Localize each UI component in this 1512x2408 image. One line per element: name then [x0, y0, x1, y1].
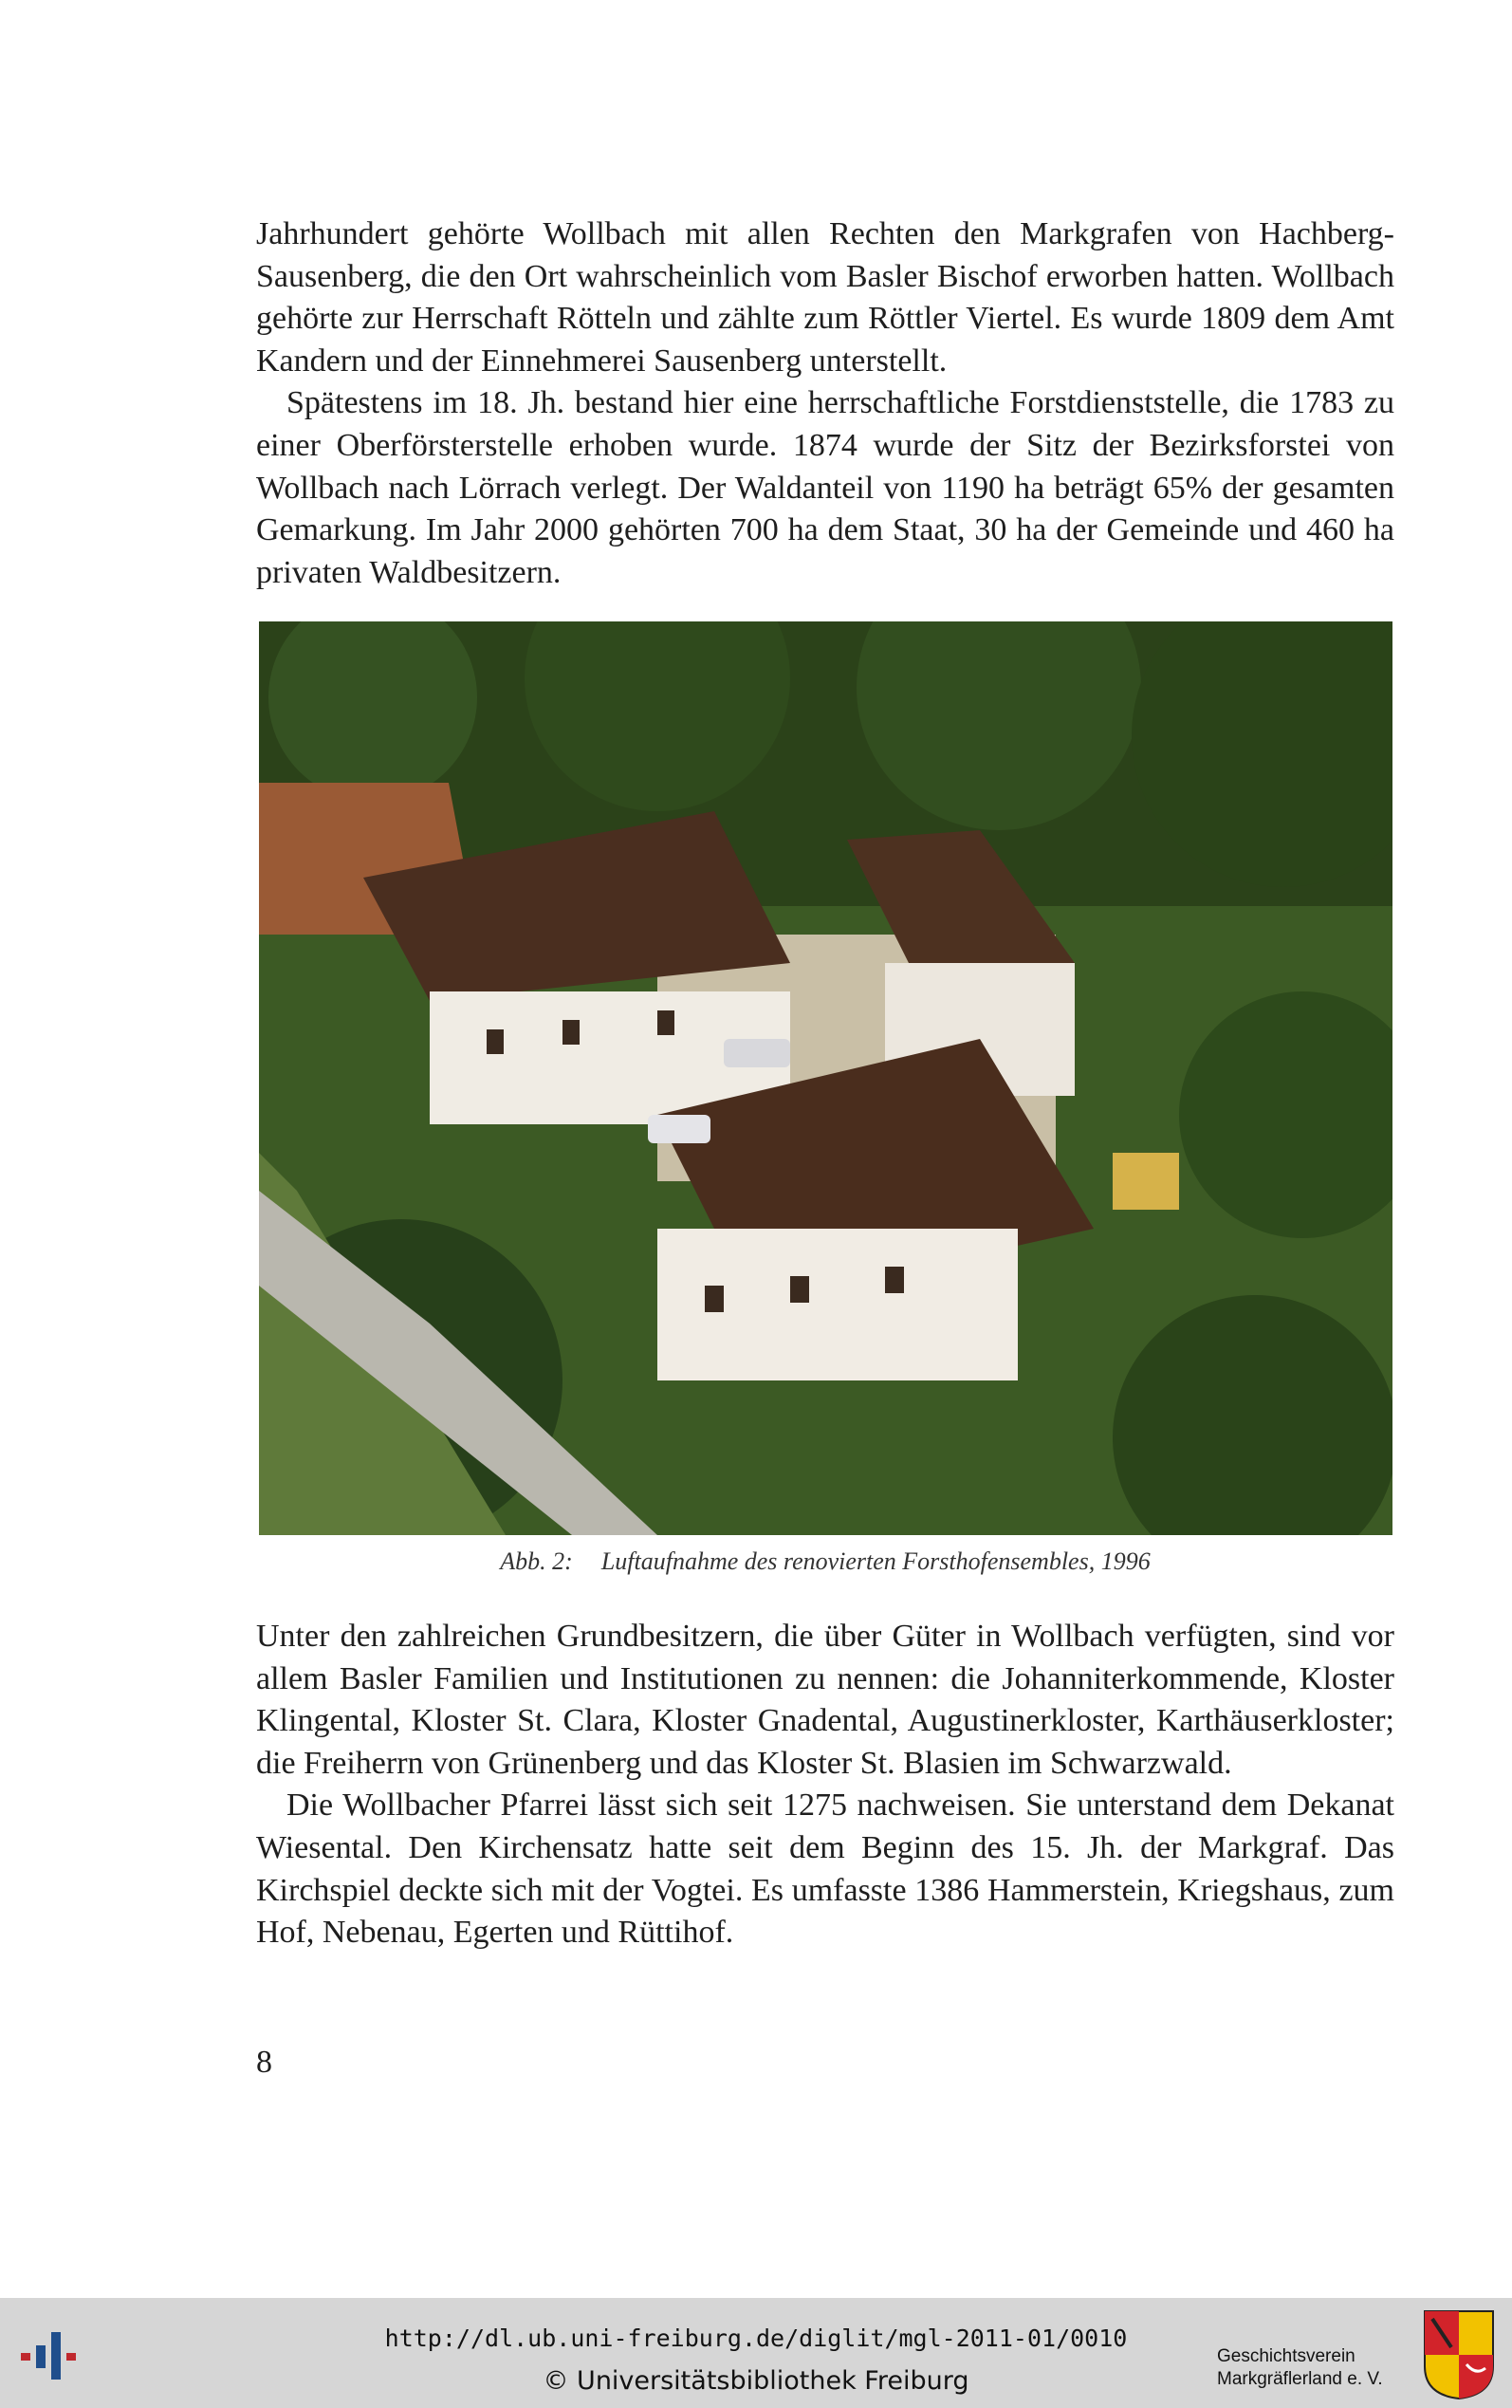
- society-name: [1217, 2345, 1383, 2391]
- society-name-line2: Markgräflerland e. V.: [1217, 2369, 1383, 2389]
- aerial-photo-forsthof: [259, 621, 1392, 1535]
- copyright-notice: © Universitätsbibliothek Freiburg: [543, 2366, 969, 2396]
- society-name-line1: Geschichtsverein: [1217, 2346, 1355, 2366]
- coat-of-arms-icon: [1423, 2309, 1495, 2400]
- body-text-bottom: [256, 1616, 1394, 1954]
- figure-caption-text: Luftaufnahme des renovierten Forsthofensembles, 1996: [600, 1547, 1151, 1575]
- source-url-link[interactable]: http://dl.ub.uni-freiburg.de/diglit/mgl-2011-01/0010: [384, 2325, 1128, 2352]
- figure-label: Abb. 2:: [500, 1547, 573, 1575]
- paragraph: Jahrhundert gehörte Wollbach mit allen Rechten den Markgrafen von Hachberg-Sausenberg, die den Ort wahrscheinlich vom Basler Bischof erworben hatten. Wollbach gehörte zur Herrschaft Rötteln und zählte zum Röttler Viertel. Es wurde 1809 dem Amt Kandern und der Einnehmerei Sausenberg unterstellt.: [256, 216, 1394, 379]
- aerial-photo-illustration: [259, 621, 1392, 1535]
- paragraph: Unter den zahlreichen Grundbesitzern, die über Güter in Wollbach verfügten, sind vor allem Basler Familien und Institutionen zu nennen: die Johanniterkommende, Kloster Klingental, Kloster St. Clara, Kloster Gnadental, Augustinerkloster, Karthäuserkloster; die Freiherrn von Grünenberg und das Kloster St. Blasien im Schwarzwald.: [256, 1619, 1394, 1781]
- body-text-top: [256, 213, 1394, 594]
- footer-bar: [0, 2298, 1512, 2408]
- figure-caption: [256, 1547, 1394, 1576]
- paragraph: Die Wollbacher Pfarrei lässt sich seit 1275 nachweisen. Sie unterstand dem Dekanat Wiesental. Den Kirchensatz hatte seit dem Beginn des 15. Jh. der Markgraf. Das Kirchspiel deckte sich mit der Vogtei. Es umfasste 1386 Hammerstein, Kriegshaus, zum Hof, Nebenau, Egerten und Rüttihof.: [256, 1787, 1394, 1951]
- page-number: 8: [256, 2045, 272, 2080]
- paragraph: Spätestens im 18. Jh. bestand hier eine herrschaftliche Forstdienststelle, die 1783 zu einer Oberförsterstelle erhoben wurde. 1874 wurde der Sitz der Bezirksforstei von Wollbach nach Lörrach verlegt. Der Waldanteil von 1190 ha beträgt 65% der gesamten Gemarkung. Im Jahr 2000 gehörten 700 ha dem Staat, 30 ha der Gemeinde und 460 ha privaten Waldbesitzern.: [256, 385, 1394, 590]
